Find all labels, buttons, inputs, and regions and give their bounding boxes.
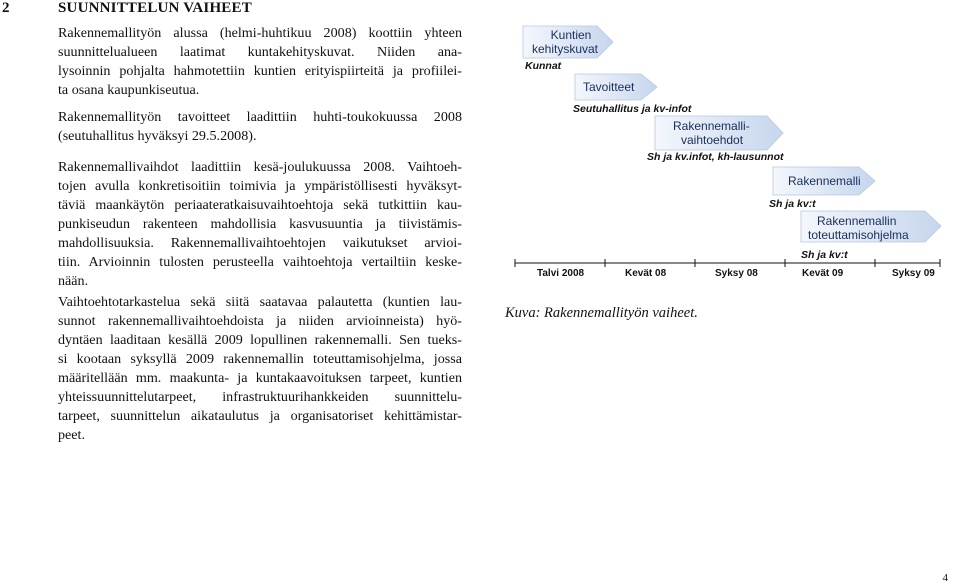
step-1-label: Kunnat [525,60,562,72]
step-3-line2: vaihtoehdot [681,133,744,147]
paragraph-line: määritellään mm. maakunta- ja kuntakaavoituksen tarpeet, kuntien [58,370,462,386]
section-number: 2 [2,0,10,16]
step-1-line2: kehityskuvat [531,42,599,56]
paragraph-line: sunnot rakennemallivaihtoehdoista ja niiden arvioinneista) hyö- [58,313,462,329]
paragraph-line: si kootaan syksyllä 2009 rakennemallin toteuttamisohjelma, jossa [58,351,462,367]
step-3-label: Sh ja kv.infot, kh-lausunnot [647,151,784,163]
timeline-label: Talvi 2008 [537,268,585,279]
step-toteuttamisohjelma [801,211,941,261]
paragraph-line: peet. [58,427,85,443]
paragraph-line: tiin. Arvioinnin tulosten perusteella vaihtoehtoja vertailtiin keske- [58,254,462,270]
paragraph-2 [58,108,462,146]
paragraph-line: lysoinnin pohjalta hahmotettiin kuntien erityispiirteitä ja profiilei- [58,63,462,79]
paragraph-line: Rakennemallityön alussa (helmi-huhtikuu 2008) koottiin yhteen [58,25,462,41]
page-number: 4 [942,572,948,584]
step-3-line1: Rakennemalli- [673,119,750,133]
paragraph-line: tarpeet, suunnittelun aikataulutus ja organisatoriset kehittämistar- [58,408,462,424]
step-1-line1: Kuntien [550,28,592,42]
step-kuntien-kehityskuvat [523,26,613,72]
step-5-line2: toteuttamisohjelma [808,228,909,242]
paragraph-line: nään. [58,273,89,289]
step-rakennemalli [769,167,875,210]
phases-diagram [505,20,945,285]
paragraph-line: tojen avulla konkretisoitiin toimivia ja ympäristöllisesti hyväksyt- [58,178,462,194]
section-title: SUUNNITTELUN VAIHEET [58,0,252,16]
step-5-line1: Rakennemallin [817,214,897,228]
timeline-label: Syksy 09 [892,268,935,279]
paragraph-line: punkiseudun rakenteen mahdollisia kasvusuuntia ja tiivistämis- [58,216,462,232]
paragraph-line: Vaihtoehtotarkastelua sekä siitä saatavaa palautetta (kuntien lau- [58,294,462,310]
paragraph-3 [58,158,462,291]
paragraph-line: Rakennemallityön tavoitteet laadittiin huhti-toukokuussa 2008 [58,109,462,125]
step-5-label: Sh ja kv:t [801,249,848,261]
paragraph-line: ta osana kaupunkiseutua. [58,82,200,98]
paragraph-line: täviä maankäytön periaateratkaisuvaihtoehtoja sekä tutkittiin kau- [58,197,462,213]
paragraph-line: dyntäen laaditaan kesällä 2009 lopullinen rakennemalli. Sen tueks- [58,332,462,348]
paragraph-line: (seutuhallitus hyväksyi 29.5.2008). [58,128,257,144]
paragraph-line: suunnittelualueen laatimat kuntakehityskuvat. Niiden ana- [58,44,462,60]
paragraph-line: mahdollisuuksia. Rakennemallivaihtoehtojen vaikutukset arvioi- [58,235,462,251]
step-4-label: Sh ja kv:t [769,198,816,210]
timeline-label: Kevät 08 [625,268,667,279]
paragraph-line: yhteissuunnittelutarpeet, infrastruktuurihankkeiden suunnittelu- [58,389,462,405]
timeline-label: Syksy 08 [715,268,758,279]
step-4-line1: Rakennemalli [788,174,861,188]
figure-caption: Kuva: Rakennemallityön vaiheet. [505,305,698,321]
step-tavoitteet [573,74,692,115]
paragraph-line: Rakennemallivaihdot laadittiin kesä-joulukuussa 2008. Vaihtoeh- [58,159,462,175]
step-2-label: Seutuhallitus ja kv-infot [573,103,692,115]
step-2-line1: Tavoitteet [583,80,635,94]
timeline-label: Kevät 09 [802,268,844,279]
paragraph-1 [58,24,462,100]
timeline [515,259,940,279]
paragraph-4 [58,293,462,445]
step-rakennemallivaihtoehdot [647,116,784,163]
